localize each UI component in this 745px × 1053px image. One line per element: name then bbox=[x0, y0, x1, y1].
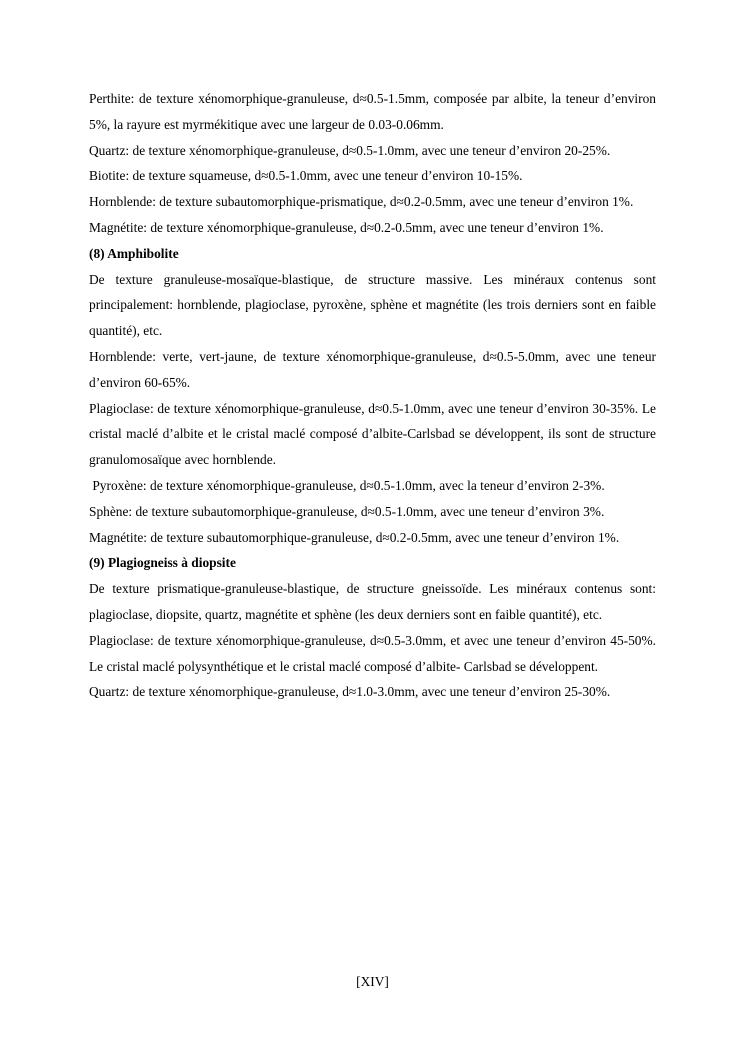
page-number: [XIV] bbox=[356, 974, 389, 989]
paragraph-plagiogneiss-plagioclase: Plagioclase: de texture xénomorphique-granuleuse, d≈0.5-3.0mm, et avec une teneur d’environ 45-50%. Le cristal maclé polysynthétique et le cristal maclé composé d’albite- Carlsbad se développent. bbox=[89, 632, 656, 674]
paragraph-amphibolite-hornblende: Hornblende: verte, vert-jaune, de texture xénomorphique-granuleuse, d≈0.5-5.0mm, avec une teneur d’environ 60-65%. bbox=[89, 348, 656, 390]
paragraph-hornblende: Hornblende: de texture subautomorphique-prismatique, d≈0.2-0.5mm, avec une teneur d’environ 1%. bbox=[89, 194, 634, 210]
paragraph-amphibolite-pyroxene: Pyroxène: de texture xénomorphique-granuleuse, d≈0.5-1.0mm, avec la teneur d’environ 2-3%. bbox=[89, 477, 605, 493]
paragraph-amphibolite-magnetite: Magnétite: de texture subautomorphique-granuleuse, d≈0.2-0.5mm, avec une teneur d’environ 1%. bbox=[89, 529, 620, 545]
page-body bbox=[89, 86, 656, 705]
paragraph-amphibolite-sphene: Sphène: de texture subautomorphique-granuleuse, d≈0.5-1.0mm, avec une teneur d’environ 3%. bbox=[89, 503, 605, 519]
paragraph-amphibolite-plagioclase: Plagioclase: de texture xénomorphique-granuleuse, d≈0.5-1.0mm, avec une teneur d’environ 30-35%. Le cristal maclé d’albite et le cristal maclé composé d’albite-Carlsbad se développent, ils sont de structure granulomosaïque avec hornblende. bbox=[89, 400, 656, 468]
section-heading-plagiogneiss: (9) Plagiogneiss à diopsite bbox=[89, 555, 236, 571]
paragraph-magnetite: Magnétite: de texture xénomorphique-granuleuse, d≈0.2-0.5mm, avec une teneur d’environ 1%. bbox=[89, 219, 604, 235]
paragraph-quartz: Quartz: de texture xénomorphique-granuleuse, d≈0.5-1.0mm, avec une teneur d’environ 20-25%. bbox=[89, 142, 611, 158]
paragraph-biotite: Biotite: de texture squameuse, d≈0.5-1.0mm, avec une teneur d’environ 10-15%. bbox=[89, 168, 523, 184]
paragraph-plagiogneiss-intro: De texture prismatique-granuleuse-blastique, de structure gneissoïde. Les minéraux contenus sont: plagioclase, diopsite, quartz, magnétite et sphène (les deux derniers sont en faible quantité), etc. bbox=[89, 581, 656, 622]
paragraph-amphibolite-intro: De texture granuleuse-mosaïque-blastique, de structure massive. Les minéraux contenus sont principalement: hornblende, plagioclase, pyroxène, sphène et magnétite (les trois derniers sont en faible quantité), etc. bbox=[89, 271, 656, 339]
section-heading-amphibolite: (8) Amphibolite bbox=[89, 245, 179, 261]
paragraph-perthite: Perthite: de texture xénomorphique-granuleuse, d≈0.5-1.5mm, composée par albite, la teneur d’environ 5%, la rayure est myrmékitique avec une largeur de 0.03-0.06mm. bbox=[89, 91, 656, 132]
paragraph-plagiogneiss-quartz: Quartz: de texture xénomorphique-granuleuse, d≈1.0-3.0mm, avec une teneur d’environ 25-30%. bbox=[89, 684, 611, 700]
